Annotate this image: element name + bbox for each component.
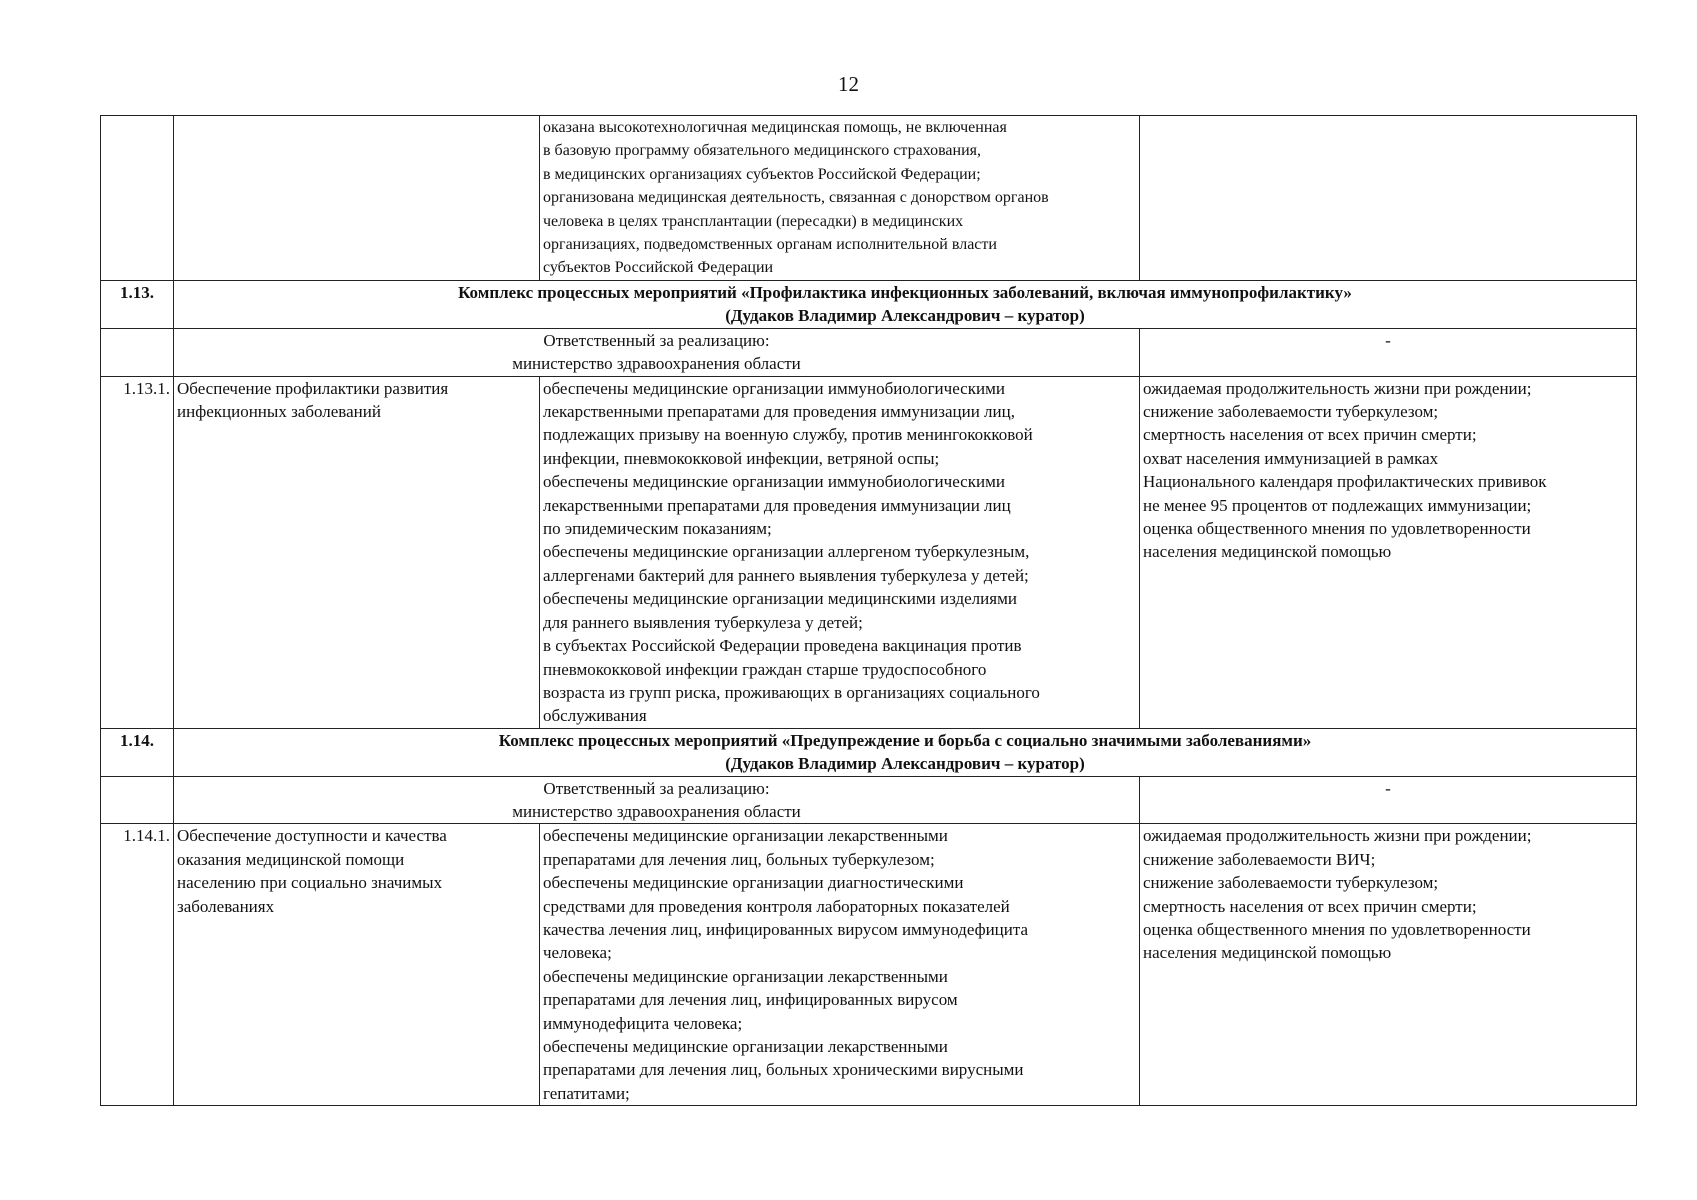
result-line: средствами для проведения контроля лабораторных показателей bbox=[543, 896, 1010, 916]
indicator-line: оценка общественного мнения по удовлетворенности bbox=[1143, 519, 1531, 539]
name-line: населению при социально значимых bbox=[177, 873, 443, 893]
result-line: обеспечены медицинские организации иммунобиологическими bbox=[543, 378, 1005, 398]
responsible-org: министерство здравоохранения области bbox=[512, 354, 801, 374]
indicator-line: оценка общественного мнения по удовлетворенности bbox=[1143, 919, 1531, 939]
section-title-line: Комплекс процессных мероприятий «Профилактика инфекционных заболеваний, включая иммунопрофилактику» bbox=[458, 283, 1352, 302]
row-name-cell bbox=[174, 116, 540, 281]
indicator-line: не менее 95 процентов от подлежащих иммунизации; bbox=[1143, 495, 1532, 515]
result-line: в субъектах Российской Федерации проведена вакцинация против bbox=[543, 636, 1022, 656]
responsible-dash: - bbox=[1140, 328, 1637, 376]
name-line: заболеваниях bbox=[177, 896, 275, 916]
row-name-cell bbox=[174, 376, 540, 728]
empty-cell bbox=[101, 328, 174, 376]
row-indicators-cell bbox=[1140, 116, 1637, 281]
result-line: препаратами для лечения лиц, инфицированных вирусом bbox=[543, 990, 958, 1010]
row-results-cell bbox=[540, 376, 1140, 728]
responsible-label: Ответственный за реализацию: bbox=[543, 778, 770, 798]
section-header-row bbox=[101, 281, 1637, 329]
responsible-label: Ответственный за реализацию: bbox=[543, 330, 770, 350]
result-line: субъектов Российской Федерации bbox=[543, 259, 774, 277]
result-line: обеспечены медицинские организации лекарственными bbox=[543, 826, 948, 846]
indicator-line: ожидаемая продолжительность жизни при рождении; bbox=[1143, 826, 1532, 846]
indicator-line: населения медицинской помощью bbox=[1143, 943, 1392, 963]
responsible-row bbox=[101, 776, 1637, 824]
result-line: лекарственными препаратами для проведения иммунизации лиц, bbox=[543, 402, 1015, 422]
result-line: организована медицинская деятельность, связанная с донорством органов bbox=[543, 189, 1049, 207]
row-results-cell bbox=[540, 824, 1140, 1106]
section-title bbox=[174, 728, 1637, 776]
result-line: инфекции, пневмококковой инфекции, ветряной оспы; bbox=[543, 448, 940, 468]
result-line: пневмококковой инфекции граждан старше трудоспособного bbox=[543, 659, 987, 679]
result-line: в базовую программу обязательного медицинского страхования, bbox=[543, 142, 982, 160]
result-line: обеспечены медицинские организации лекарственными bbox=[543, 1037, 948, 1056]
row-indicators-cell bbox=[1140, 376, 1637, 728]
indicator-line: населения медицинской помощью bbox=[1143, 542, 1392, 562]
responsible-cell bbox=[174, 776, 1140, 824]
name-line: оказания медицинской помощи bbox=[177, 849, 405, 869]
result-line: обслуживания bbox=[543, 706, 647, 726]
result-line: организациях, подведомственных органам исполнительной власти bbox=[543, 236, 997, 254]
indicator-line: охват населения иммунизацией в рамках bbox=[1143, 448, 1439, 468]
responsible-org: министерство здравоохранения области bbox=[512, 801, 801, 821]
result-line: по эпидемическим показаниям; bbox=[543, 519, 772, 539]
indicator-line: смертность населения от всех причин смерти; bbox=[1143, 425, 1477, 445]
responsible-row bbox=[101, 328, 1637, 376]
responsible-dash: - bbox=[1140, 776, 1637, 824]
section-title-line: Комплекс процессных мероприятий «Предупреждение и борьба с социально значимыми заболеваниями» bbox=[498, 730, 1312, 750]
result-line: лекарственными препаратами для проведения иммунизации лиц bbox=[543, 495, 1011, 515]
result-line: гепатитами; bbox=[543, 1083, 630, 1103]
section-curator: (Дудаков Владимир Александрович – куратор) bbox=[725, 306, 1085, 326]
result-line: возраста из групп риска, проживающих в организациях социального bbox=[543, 682, 1040, 702]
result-line: для раннего выявления туберкулеза у детей; bbox=[543, 612, 863, 632]
responsible-cell bbox=[174, 328, 1140, 376]
measures-table bbox=[100, 115, 1637, 1106]
result-line: в медицинских организациях субъектов Российской Федерации; bbox=[543, 165, 981, 183]
section-title bbox=[174, 281, 1637, 329]
row-name-cell bbox=[174, 824, 540, 1106]
name-line: Обеспечение доступности и качества bbox=[177, 826, 447, 846]
result-line: иммунодефицита человека; bbox=[543, 1013, 743, 1033]
section-number: 1.14. bbox=[101, 728, 174, 776]
row-number-cell bbox=[101, 116, 174, 281]
result-line: обеспечены медицинские организации диагностическими bbox=[543, 873, 964, 893]
table-row bbox=[101, 376, 1637, 728]
row-number-cell: 1.13.1. bbox=[101, 376, 174, 728]
table-row-continuation bbox=[101, 116, 1637, 281]
row-indicators-cell bbox=[1140, 824, 1637, 1106]
result-line: обеспечены медицинские организации лекарственными bbox=[543, 966, 948, 986]
indicator-line: смертность населения от всех причин смерти; bbox=[1143, 896, 1477, 916]
result-line: аллергенами бактерий для раннего выявления туберкулеза у детей; bbox=[543, 565, 1029, 585]
result-line: оказана высокотехнологичная медицинская помощь, не включенная bbox=[543, 119, 1007, 136]
indicator-line: ожидаемая продолжительность жизни при рождении; bbox=[1143, 378, 1532, 398]
row-results-cell bbox=[540, 116, 1140, 281]
result-line: препаратами для лечения лиц, больных хроническими вирусными bbox=[543, 1060, 1024, 1080]
name-line: Обеспечение профилактики развития bbox=[177, 378, 449, 398]
row-number-cell: 1.14.1. bbox=[101, 824, 174, 1106]
section-number: 1.13. bbox=[101, 281, 174, 329]
result-line: обеспечены медицинские организации иммунобиологическими bbox=[543, 472, 1005, 492]
result-line: человека в целях трансплантации (пересадки) в медицинских bbox=[543, 212, 964, 230]
table-row bbox=[101, 824, 1637, 1106]
empty-cell bbox=[101, 776, 174, 824]
result-line: подлежащих призыву на военную службу, против менингококковой bbox=[543, 425, 1033, 445]
section-curator: (Дудаков Владимир Александрович – куратор) bbox=[725, 754, 1085, 774]
result-line: качества лечения лиц, инфицированных вирусом иммунодефицита bbox=[543, 919, 1029, 939]
indicator-line: снижение заболеваемости туберкулезом; bbox=[1143, 873, 1439, 893]
result-line: препаратами для лечения лиц, больных туберкулезом; bbox=[543, 849, 935, 869]
indicator-line: Национального календаря профилактических прививок bbox=[1143, 472, 1547, 492]
result-line: человека; bbox=[543, 943, 612, 963]
result-line: обеспечены медицинские организации медицинскими изделиями bbox=[543, 589, 1017, 609]
page-number: 12 bbox=[838, 72, 859, 96]
result-line: обеспечены медицинские организации аллергеном туберкулезным, bbox=[543, 542, 1030, 562]
section-header-row bbox=[101, 728, 1637, 776]
indicator-line: снижение заболеваемости ВИЧ; bbox=[1143, 849, 1376, 869]
indicator-line: снижение заболеваемости туберкулезом; bbox=[1143, 402, 1439, 422]
name-line: инфекционных заболеваний bbox=[177, 402, 381, 422]
